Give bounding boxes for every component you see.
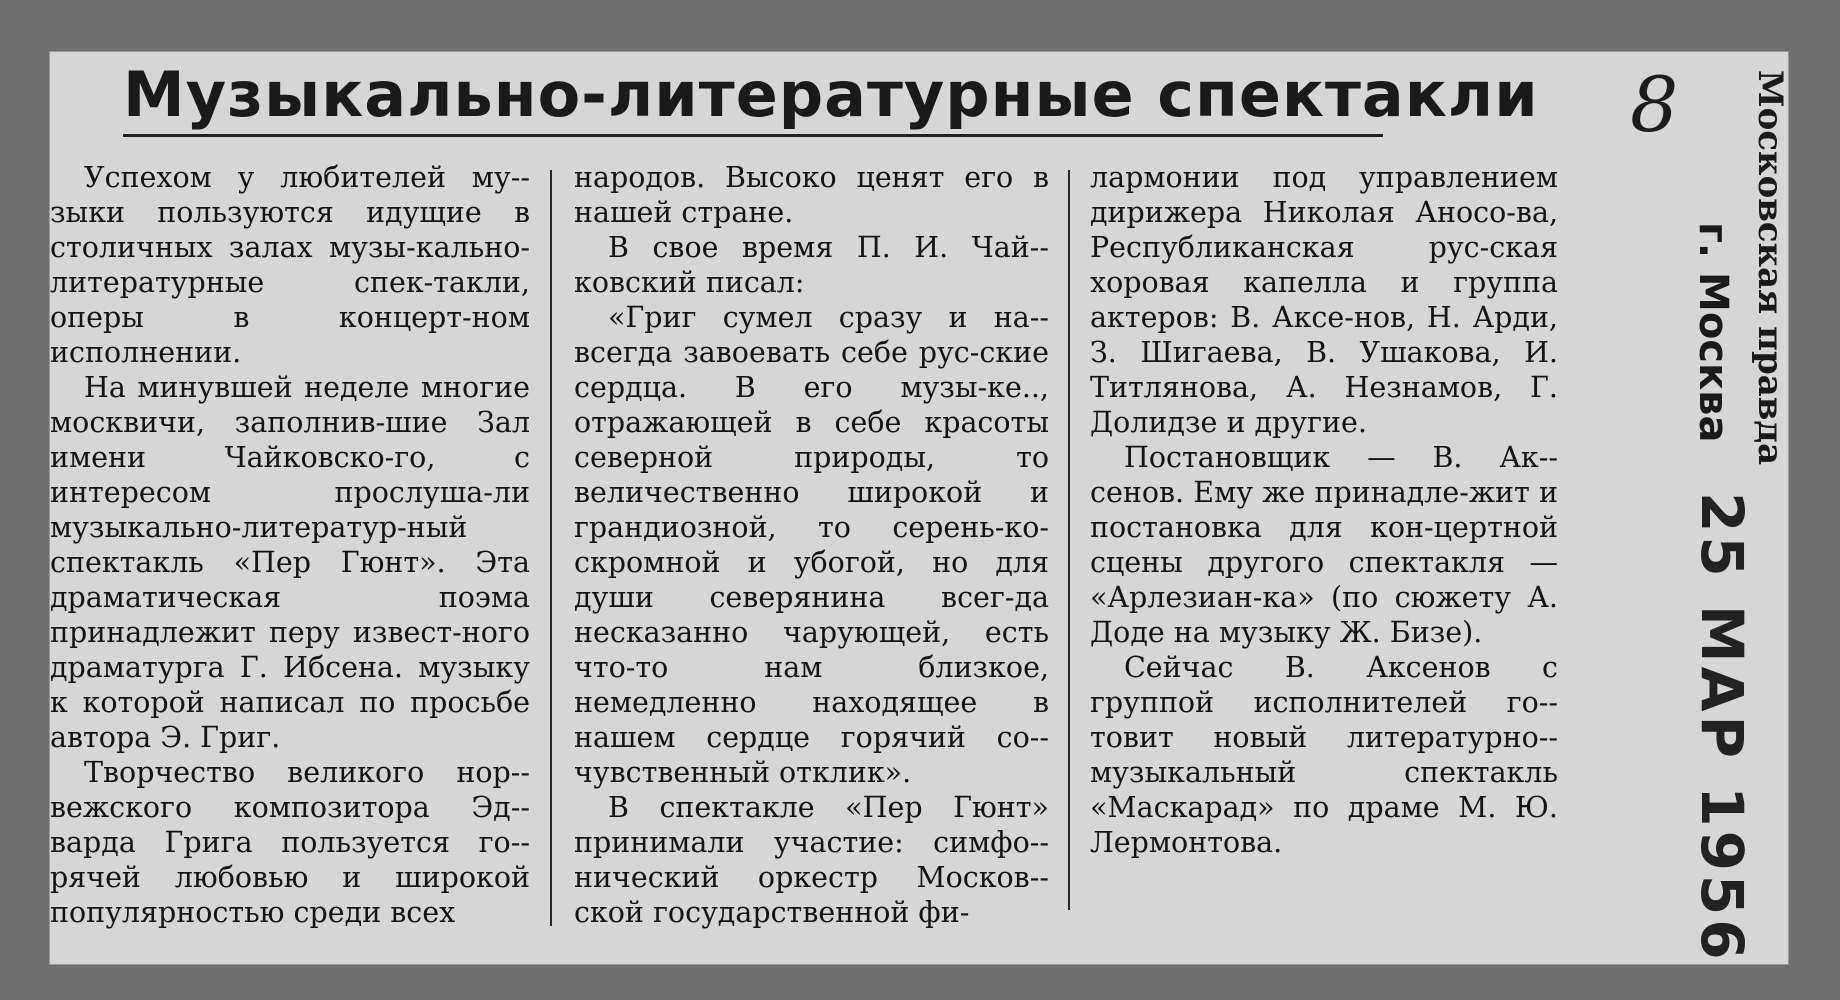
- newspaper-clipping: [50, 52, 1788, 964]
- article-headline: Музыкально-литературные спектакли: [123, 58, 1539, 131]
- column-3-paragraph-1: лармонии под управлением дирижера Николая Аносо-ва, Республиканская рус-ская хоровая капелла и группа актеров: В. Аксе-нов, Н. Арди, З. Шигаева, В. Ушакова, И. Титлянова, А. Незнамов, Г. Долидзе и другие.: [1090, 161, 1558, 439]
- column-1-paragraph-2: На минувшей неделе многие москвичи, заполнив-шие Зал имени Чайковско-го, с интересом прослуша-ли музыкально-литератур-ный спектакль «Пер Гюнт». Эта драматическая поэма принадлежит перу извест-ного драматурга Г. Ибсена. музыку к которой написал по просьбе автора Э. Григ.: [50, 371, 530, 754]
- column-1-paragraph-3: Творчество великого нор-вежского композитора Эд-варда Грига пользуется го-рячей любовью и широкой популярностью среди всех: [50, 756, 530, 929]
- source-annotation-area: [1580, 52, 1788, 964]
- column-1-paragraph-1: Успехом у любителей му-зыки пользуются идущие в столичных залах музы-кально-литературные спек-такли, оперы в концерт-ном исполнении.: [50, 161, 530, 369]
- article-column-3: [1090, 160, 1558, 860]
- column-2-paragraph-4: В спектакле «Пер Гюнт» принимали участие: симфо-нический оркестр Москов-ской государственной фи-: [574, 791, 1049, 929]
- column-2-paragraph-2: В свое время П. И. Чай-ковский писал:: [574, 231, 1049, 299]
- column-2-paragraph-1: народов. Высоко ценят его в нашей стране.: [574, 161, 1049, 229]
- column-divider-1: [550, 170, 552, 926]
- date-stamp: 25 МАР 1956: [1688, 492, 1756, 964]
- handwritten-mark: 8: [1630, 60, 1679, 149]
- column-divider-2: [1068, 170, 1070, 910]
- article-column-1: [50, 160, 530, 930]
- headline-underline: [123, 134, 1383, 137]
- column-2-paragraph-3: «Григ сумел сразу и на-всегда завоевать себе рус-ские сердца. В его музы-ке.., отражающей в себе красоты северной природы, то величественно широкой и грандиозной, то серень-ко-скромной и убогой, но для души северянина всег-да несказанно чарующей, есть что-то нам близкое, немедленно находящее в нашем сердце горячий со-чувственный отклик».: [574, 301, 1049, 789]
- column-3-paragraph-3: Сейчас В. Аксенов с группой исполнителей го-товит новый литературно-музыкальный спектакль «Маскарад» по драме М. Ю. Лермонтова.: [1090, 651, 1558, 859]
- city-stamp: г. Москва: [1690, 222, 1736, 443]
- newspaper-name-stamp: Московская правда: [1750, 70, 1790, 466]
- column-3-paragraph-2: Постановщик — В. Ак-сенов. Ему же принадле-жит и постановка для кон-цертной сцены другого спектакля — «Арлезиан-ка» (по сюжету А. Доде на музыку Ж. Бизе).: [1090, 441, 1558, 649]
- article-column-2: [574, 160, 1049, 930]
